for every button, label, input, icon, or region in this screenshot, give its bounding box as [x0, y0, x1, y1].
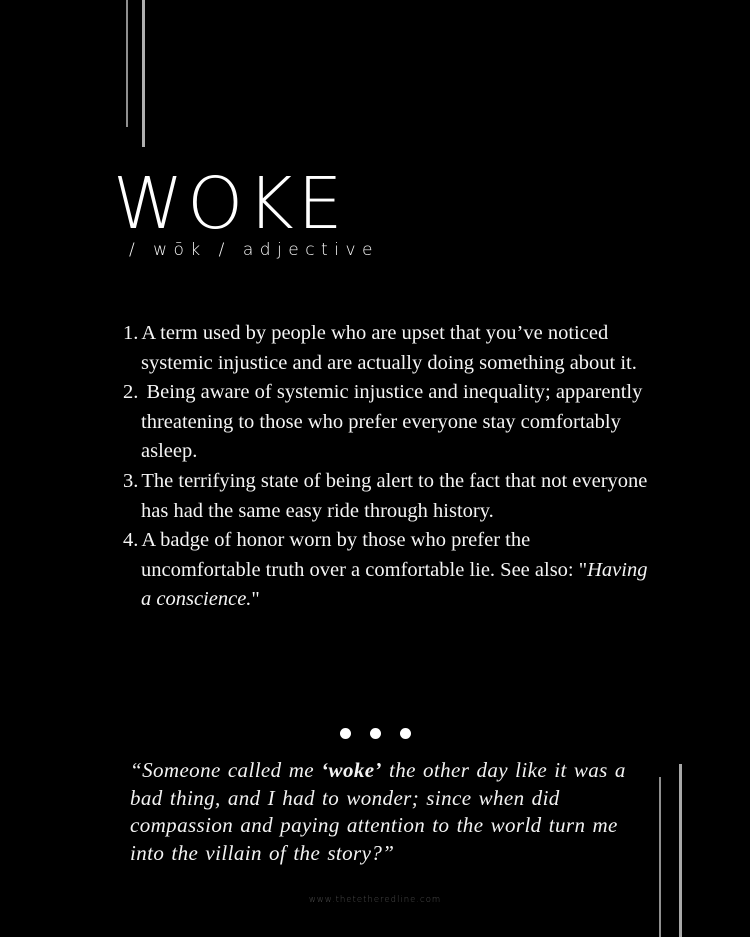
definition-number: 1. — [123, 322, 139, 344]
definition-text: A term used by people who are upset that you’ve noticed systemic injustice and are actually doing something about it. — [141, 322, 637, 374]
definition-number: 2. — [123, 381, 139, 404]
dot-icon — [340, 728, 351, 739]
website-url: www.thetetheredline.com — [308, 895, 442, 905]
definition-text: A badge of honor worn by those who prefer the uncomfortable truth over a comfortable lie. See also: " — [141, 529, 588, 581]
definition-number: 4. — [123, 529, 139, 552]
definition-cross-reference: Having a conscience. — [141, 558, 648, 611]
definition-text: Being aware of systemic injustice and inequality; apparently threatening to those who prefer everyone stay comfortably asleep. — [141, 381, 643, 463]
dot-icon — [400, 728, 411, 739]
quote-emphasis: ‘woke’ — [321, 758, 382, 782]
decor-line-top-left-outer — [126, 0, 128, 127]
definition-item-3 — [123, 467, 649, 526]
dot-icon — [370, 728, 381, 739]
definition-item-1 — [123, 319, 649, 378]
quote-text-rest: the other day like it was a bad thing, and I had to wonder; since when did compassion and paying attention to the world turn me into the villain of the story?” — [130, 758, 626, 865]
definition-item-4 — [123, 526, 649, 615]
ellipsis-separator — [0, 728, 750, 739]
definition-text: The terrifying state of being alert to the fact that not everyone has had the same easy ride through history. — [141, 469, 648, 522]
definition-number: 3. — [123, 469, 139, 492]
definition-text: " — [251, 588, 260, 611]
definitions-list — [123, 319, 649, 615]
quote — [130, 757, 642, 867]
decor-line-bottom-right-outer — [679, 764, 682, 937]
decor-line-top-left-inner — [142, 0, 145, 147]
definition-item-2 — [123, 378, 649, 467]
word-pronunciation: / wōk / adjective — [129, 240, 379, 260]
decor-line-bottom-right-inner — [659, 777, 661, 937]
word-title: WOKE — [113, 162, 347, 245]
quote-text-lead: “Someone called me — [130, 758, 322, 782]
